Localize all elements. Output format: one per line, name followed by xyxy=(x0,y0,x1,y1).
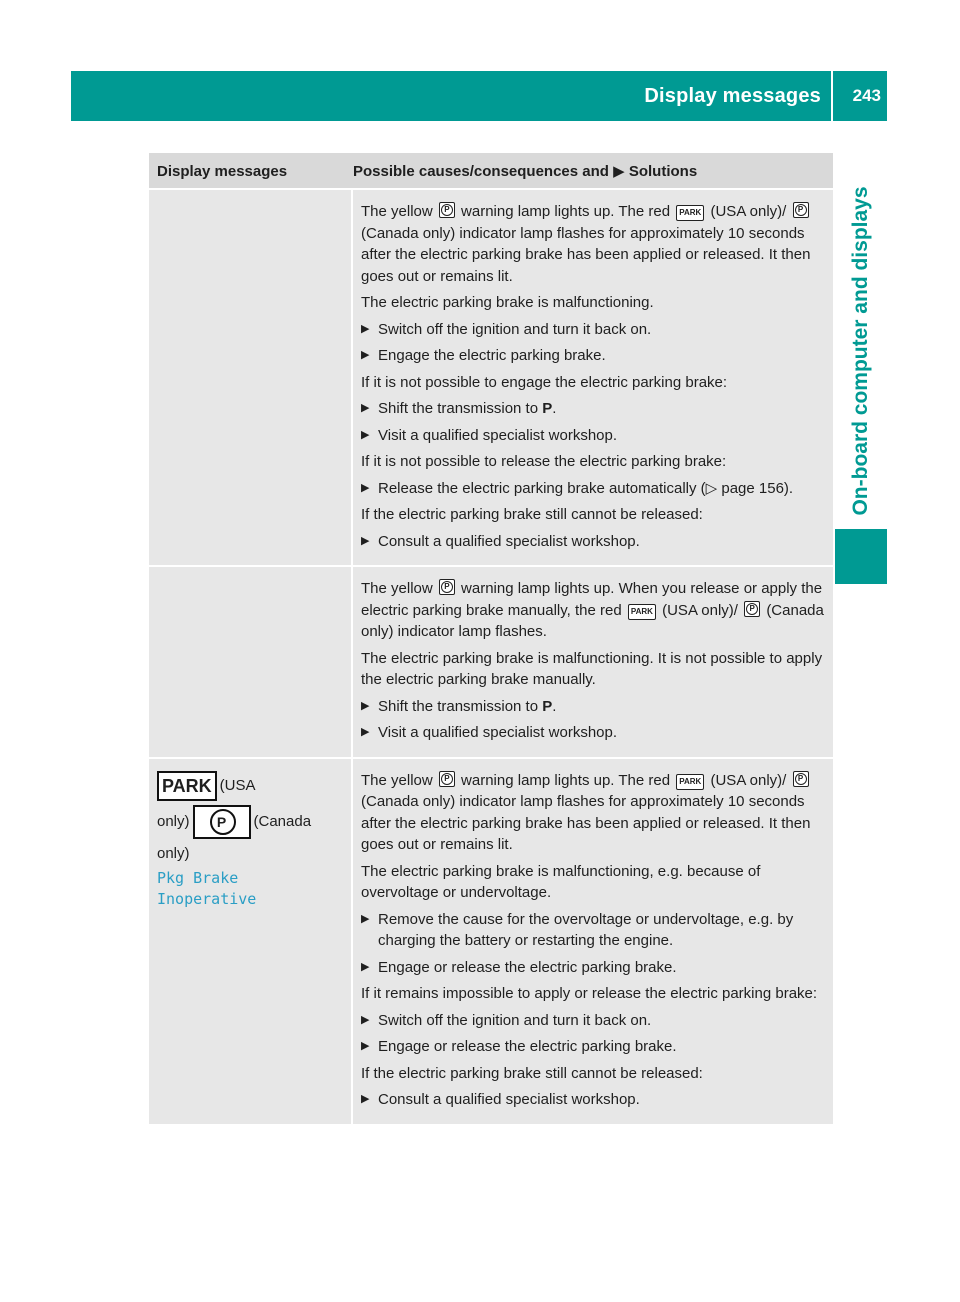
icon-letter: P xyxy=(444,582,450,591)
gear-position: P xyxy=(542,400,553,417)
intro-text: (USA only)/ xyxy=(710,203,787,220)
intro-text: (Canada only) indicator lamp flashes for approximately 10 seconds after the electric parking brake has been applied or released. It then goes out or remains lit. xyxy=(361,224,811,285)
step-arrow-icon: ▶ xyxy=(361,1013,370,1026)
step-arrow-icon: ▶ xyxy=(361,912,370,925)
paragraph: If the electric parking brake still cannot be released: xyxy=(361,1064,703,1082)
indicator-line-canada xyxy=(157,805,343,839)
paragraph: The electric parking brake is malfunctioning. xyxy=(361,294,654,311)
icon-letter: P xyxy=(749,603,755,613)
paragraph: The electric parking brake is malfunctioning, e.g. because of overvoltage or undervoltage. xyxy=(361,862,761,901)
step-item xyxy=(361,425,829,447)
indicator-region-line: only) xyxy=(157,844,190,862)
step-arrow-icon: ▶ xyxy=(361,1040,370,1052)
step-item xyxy=(361,345,829,367)
column-header-solutions-text: Solutions xyxy=(628,163,698,180)
step-item xyxy=(361,398,829,420)
step-arrow-icon: ▶ xyxy=(361,349,370,361)
intro-text: (Canada only) indicator lamp flashes. xyxy=(361,601,824,640)
intro-text: warning lamp lights up. The red xyxy=(461,771,671,789)
page-number: 243 xyxy=(852,86,881,105)
intro-text: The yellow xyxy=(361,203,433,220)
solution-cell xyxy=(351,190,833,565)
parking-brake-indicator-icon xyxy=(793,771,809,787)
intro-text: The yellow xyxy=(361,580,433,597)
parking-brake-warning-icon xyxy=(439,771,455,787)
step-item xyxy=(361,531,829,553)
column-header-causes-text: Possible causes/consequences and xyxy=(353,163,609,180)
table-row xyxy=(149,757,833,1124)
step-text: Consult a qualified specialist workshop. xyxy=(378,1091,640,1108)
indicator-line-usa xyxy=(157,771,343,801)
indicator-region: (Canada xyxy=(253,812,312,830)
step-arrow-icon: ▶ xyxy=(361,481,370,494)
step-text-part: Shift the transmission to xyxy=(378,400,539,417)
step-item xyxy=(361,957,829,979)
step-item xyxy=(361,1089,829,1111)
paragraph: If it is not possible to release the electric parking brake: xyxy=(361,453,727,470)
intro-paragraph xyxy=(361,201,829,287)
step-text: Remove the cause for the overvoltage or undervoltage, e.g. by charging the battery or restarting the engine. xyxy=(378,910,794,949)
solution-cell xyxy=(351,567,833,757)
step-text: Visit a qualified specialist workshop. xyxy=(378,724,618,741)
header-title: Display messages xyxy=(644,85,821,107)
step-arrow-icon: ▶ xyxy=(361,699,370,712)
parking-brake-warning-icon xyxy=(439,579,455,595)
intro-text: warning lamp lights up. When you release or apply the electric parking brake manually, the red xyxy=(361,580,823,619)
step-text xyxy=(378,398,829,420)
step-arrow-icon: ▶ xyxy=(361,322,370,335)
step-arrow-icon: ▶ xyxy=(361,1093,370,1105)
table-header xyxy=(149,153,833,190)
table-row xyxy=(149,190,833,565)
indicator-region: only) xyxy=(157,812,190,830)
display-message-text: Inoperative xyxy=(157,889,257,908)
paragraph: If the electric parking brake still cannot be released: xyxy=(361,506,703,523)
icon-letter: P xyxy=(444,773,450,783)
step-arrow-icon: ▶ xyxy=(361,428,370,441)
icon-letter: P xyxy=(216,813,227,830)
section-side-marker xyxy=(835,529,887,584)
parking-brake-indicator-icon xyxy=(744,601,760,617)
column-header-display-messages: Display messages xyxy=(157,163,288,180)
step-arrow-icon: ▶ xyxy=(361,726,370,738)
intro-text: (USA only)/ xyxy=(710,771,787,789)
display-message-cell xyxy=(149,759,351,1124)
intro-text: (Canada only) indicator lamp flashes for approximately 10 seconds after the electric parking brake has been applied or released. It then goes out or remains lit. xyxy=(361,793,811,853)
step-arrow-icon: ▶ xyxy=(361,402,370,414)
gear-position: P xyxy=(542,697,553,715)
step-item xyxy=(361,478,829,500)
step-arrow-icon: ▶ xyxy=(361,960,370,973)
step-text xyxy=(378,696,829,718)
display-message-cell xyxy=(149,567,351,757)
park-indicator-icon: PARK xyxy=(676,205,704,221)
step-text-part: . xyxy=(552,697,557,715)
intro-paragraph xyxy=(361,578,829,643)
arrow-right-icon: ▶ xyxy=(613,163,625,180)
step-text-part: . xyxy=(552,400,557,417)
table-row xyxy=(149,565,833,757)
icon-letter: P xyxy=(444,205,450,214)
column-header-causes xyxy=(343,153,833,188)
step-item xyxy=(361,1036,829,1058)
intro-text: warning lamp lights up. The red xyxy=(461,203,671,220)
display-message-cell xyxy=(149,190,351,565)
step-text-part: Shift the transmission to xyxy=(378,697,539,715)
park-indicator-icon: PARK xyxy=(157,771,217,801)
step-text: Switch off the ignition and turn it back on. xyxy=(378,1011,652,1029)
indicator-region: (USA xyxy=(219,776,256,794)
intro-paragraph xyxy=(361,770,829,856)
section-side-tab xyxy=(835,121,887,584)
display-messages-table xyxy=(149,153,833,1124)
step-item xyxy=(361,722,829,744)
icon-letter: P xyxy=(797,773,804,783)
intro-text: (USA only)/ xyxy=(662,601,738,619)
parking-brake-warning-icon xyxy=(439,202,455,218)
park-indicator-icon: PARK xyxy=(676,774,704,790)
paragraph: The electric parking brake is malfunctioning. It is not possible to apply the electric parking brake manually. xyxy=(361,649,823,688)
header-divider xyxy=(831,71,833,121)
step-arrow-icon: ▶ xyxy=(361,534,370,547)
step-text: Engage or release the electric parking brake. xyxy=(378,1038,677,1055)
parking-brake-indicator-icon xyxy=(193,805,251,839)
step-item xyxy=(361,696,829,718)
display-message-text: Pkg Brake xyxy=(157,868,239,887)
step-item xyxy=(361,1010,829,1032)
step-text: Visit a qualified specialist workshop. xyxy=(378,426,618,444)
step-text: Switch off the ignition and turn it back on. xyxy=(378,320,652,338)
solution-cell xyxy=(351,759,833,1124)
section-side-tab-label: On-board computer and displays xyxy=(849,186,872,516)
step-text: Engage the electric parking brake. xyxy=(378,347,606,364)
step-text: Engage or release the electric parking brake. xyxy=(378,958,677,976)
icon-letter: P xyxy=(797,205,804,214)
page-header xyxy=(71,71,887,121)
parking-brake-indicator-icon xyxy=(793,202,809,218)
step-text: Consult a qualified specialist workshop. xyxy=(378,532,640,550)
intro-text: The yellow xyxy=(361,771,433,789)
paragraph: If it remains impossible to apply or release the electric parking brake: xyxy=(361,985,818,1002)
step-text: Release the electric parking brake automatically (▷ page 156). xyxy=(378,479,794,497)
step-item xyxy=(361,319,829,341)
step-item xyxy=(361,909,829,952)
park-indicator-icon: PARK xyxy=(628,604,656,620)
paragraph: If it is not possible to engage the electric parking brake: xyxy=(361,373,728,391)
